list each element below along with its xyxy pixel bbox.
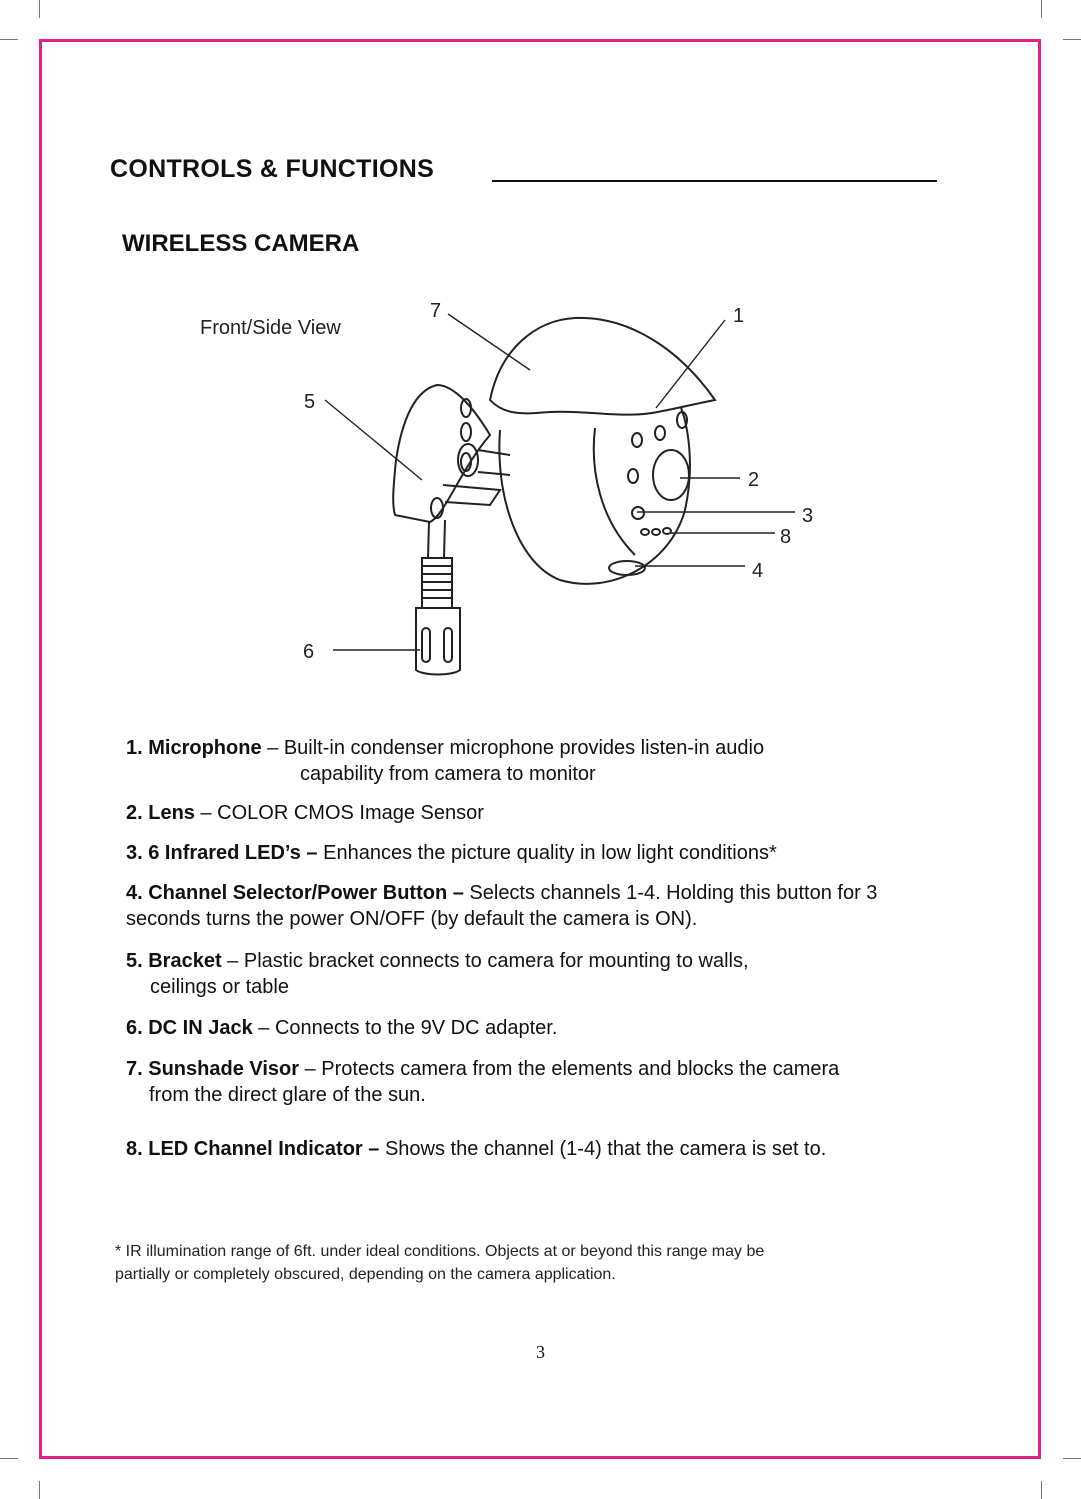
list-item bbox=[126, 1015, 986, 1041]
section-title: CONTROLS & FUNCTIONS bbox=[110, 155, 435, 183]
camera-diagram bbox=[190, 290, 830, 690]
ir-led bbox=[628, 469, 638, 483]
list-item bbox=[126, 735, 986, 787]
list-item bbox=[126, 880, 986, 932]
channel-led bbox=[641, 529, 649, 535]
item-desc: COLOR CMOS Image Sensor bbox=[217, 802, 484, 824]
callout-4: 4 bbox=[752, 560, 764, 582]
callout-5: 5 bbox=[304, 391, 316, 413]
item-desc-cont: seconds turns the power ON/OFF (by default the camera is ON). bbox=[126, 908, 698, 930]
footnote bbox=[115, 1240, 915, 1286]
item-sep: – bbox=[221, 950, 244, 972]
crop-mark bbox=[0, 39, 18, 40]
item-sep: – bbox=[261, 737, 284, 759]
crop-mark bbox=[0, 1458, 18, 1459]
view-label: Front/Side View bbox=[200, 317, 341, 339]
arm bbox=[478, 450, 510, 475]
callout-1: 1 bbox=[733, 305, 745, 327]
page-number: 3 bbox=[536, 1342, 545, 1362]
callout-8: 8 bbox=[780, 526, 792, 548]
dc-jack-ridges bbox=[422, 566, 452, 598]
footnote-line: * IR illumination range of 6ft. under ideal conditions. Objects at or beyond this range may be bbox=[115, 1243, 765, 1260]
item-desc: Plastic bracket connects to camera for mounting to walls, bbox=[243, 950, 749, 972]
item-desc: Enhances the picture quality in low light conditions* bbox=[323, 842, 777, 864]
list-item bbox=[126, 800, 986, 826]
footnote-line: partially or completely obscured, depending on the camera application. bbox=[115, 1266, 616, 1283]
callout-3: 3 bbox=[802, 505, 814, 527]
crop-mark bbox=[1063, 39, 1081, 40]
item-desc: Built-in condenser microphone provides listen-in audio bbox=[283, 737, 765, 759]
item-sep: – bbox=[194, 802, 218, 824]
callout-2: 2 bbox=[748, 469, 760, 491]
section-rule bbox=[492, 180, 937, 182]
callout-6: 6 bbox=[303, 641, 315, 663]
item-desc: Selects channels 1-4. Holding this button for 3 bbox=[469, 882, 878, 904]
channel-led bbox=[663, 528, 671, 534]
crop-mark bbox=[1063, 1458, 1081, 1459]
item-desc: Protects camera from the elements and blocks the camera bbox=[321, 1058, 840, 1080]
cable bbox=[428, 520, 445, 558]
item-term: 4. Channel Selector/Power Button – bbox=[126, 882, 464, 904]
item-desc-cont: capability from camera to monitor bbox=[300, 763, 596, 785]
item-term: 5. Bracket bbox=[126, 950, 222, 972]
ir-led bbox=[655, 426, 665, 440]
item-term: 1. Microphone bbox=[126, 737, 262, 759]
item-desc-cont: ceilings or table bbox=[150, 976, 289, 998]
item-term: 6. DC IN Jack bbox=[126, 1017, 253, 1039]
face-panel bbox=[594, 428, 635, 555]
list-item bbox=[126, 1136, 986, 1162]
channel-led bbox=[652, 529, 660, 535]
item-desc: Connects to the 9V DC adapter. bbox=[274, 1017, 558, 1039]
list-item bbox=[126, 840, 986, 866]
item-term: 3. 6 Infrared LED’s – bbox=[126, 842, 318, 864]
list-item bbox=[126, 1056, 986, 1108]
callout-7: 7 bbox=[430, 300, 442, 322]
crop-mark bbox=[1041, 0, 1042, 18]
camera-drawing bbox=[393, 318, 715, 675]
item-sep: – bbox=[252, 1017, 275, 1039]
leader-line-7 bbox=[448, 314, 530, 370]
lens bbox=[653, 450, 689, 500]
item-term: 2. Lens bbox=[126, 802, 195, 824]
ir-led bbox=[632, 433, 642, 447]
ir-led bbox=[632, 507, 644, 519]
item-sep: – bbox=[299, 1058, 322, 1080]
item-desc-cont: from the direct glare of the sun. bbox=[149, 1084, 426, 1106]
item-term: 8. LED Channel Indicator – bbox=[126, 1138, 380, 1160]
item-term: 7. Sunshade Visor bbox=[126, 1058, 300, 1080]
crop-mark bbox=[1041, 1481, 1042, 1499]
crop-mark bbox=[39, 0, 40, 18]
item-desc: Shows the channel (1-4) that the camera is set to. bbox=[384, 1138, 827, 1160]
crop-mark bbox=[39, 1481, 40, 1499]
subsection-title: WIRELESS CAMERA bbox=[122, 230, 360, 257]
list-item bbox=[126, 948, 986, 1000]
